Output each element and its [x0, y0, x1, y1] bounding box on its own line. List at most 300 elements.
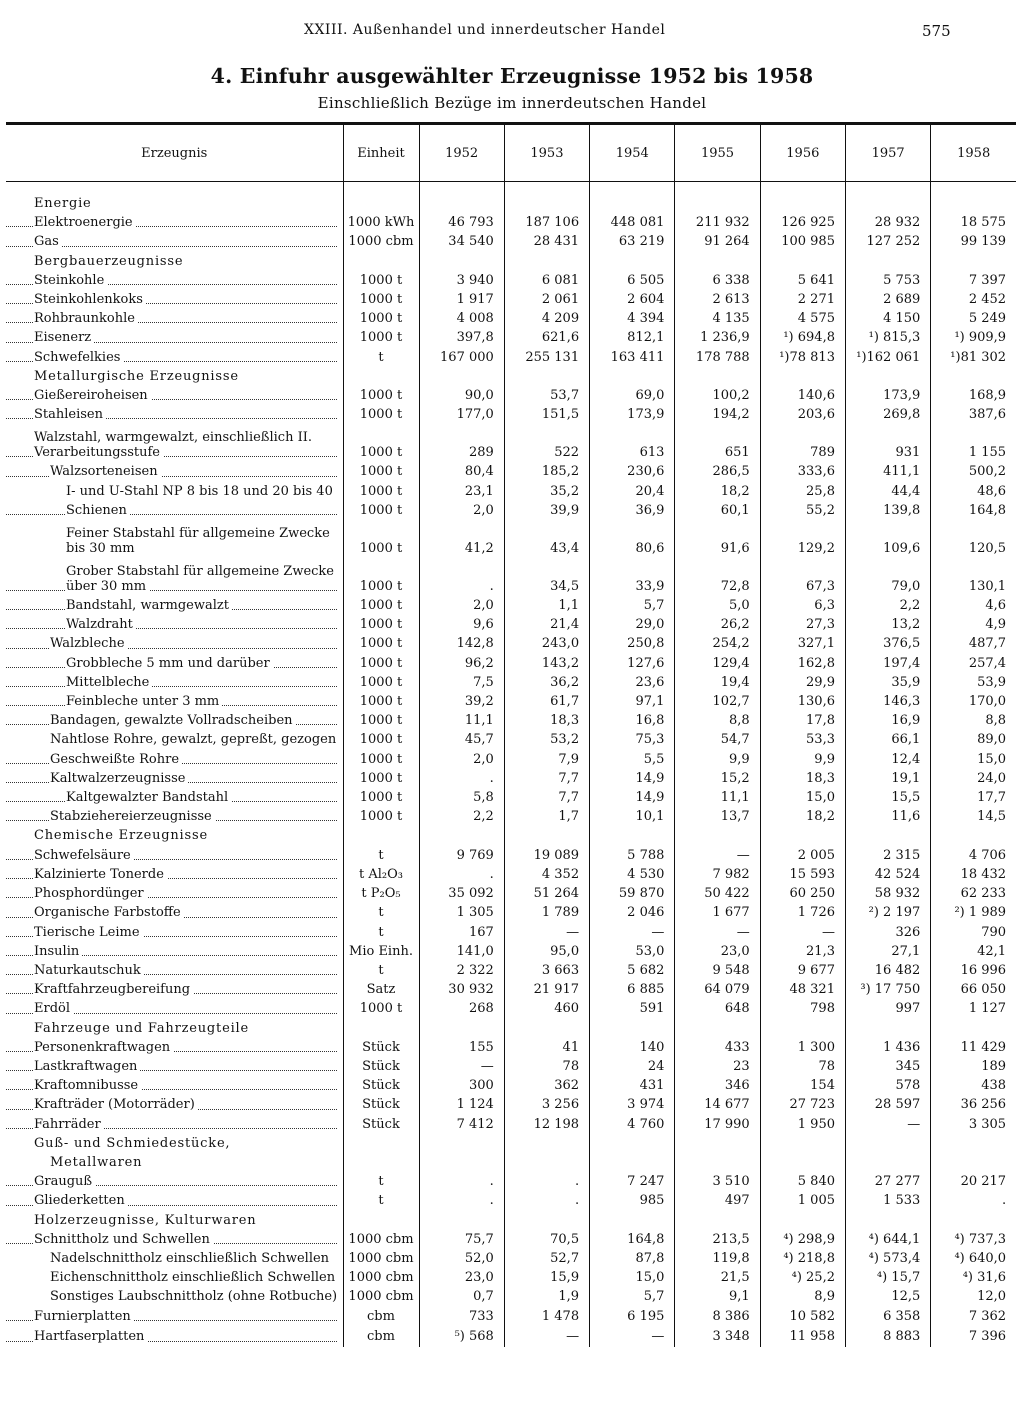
- unit-cell: Stück: [343, 1115, 419, 1134]
- value-cell: 522: [504, 424, 589, 462]
- row-label: [6, 520, 343, 558]
- value-cell: 17,7: [931, 788, 1016, 807]
- import-table: [6, 122, 1016, 1347]
- empty-cell: [675, 367, 760, 386]
- value-cell: 4 575: [760, 309, 845, 328]
- value-cell: 2 689: [845, 290, 930, 309]
- unit-cell: 1000 cbm: [343, 1249, 419, 1268]
- value-cell: 41: [504, 1038, 589, 1057]
- value-cell: .: [419, 769, 504, 788]
- row-label: [6, 788, 343, 807]
- value-cell: 1 917: [419, 290, 504, 309]
- value-cell: 29,9: [760, 673, 845, 692]
- row-label-text: Grobbleche 5 mm und darüber: [66, 656, 273, 671]
- table-row: [6, 424, 1016, 462]
- row-label-text: Schienen: [66, 503, 130, 518]
- value-cell: —: [504, 923, 589, 942]
- value-cell: 0,7: [419, 1287, 504, 1306]
- value-cell: 189: [931, 1057, 1016, 1076]
- unit-cell: t: [343, 846, 419, 865]
- value-cell: 53,7: [504, 386, 589, 405]
- empty-cell: [845, 182, 930, 195]
- value-cell: 141,0: [419, 942, 504, 961]
- value-cell: 143,2: [504, 654, 589, 673]
- unit-cell: t: [343, 923, 419, 942]
- row-label-text: Eisenerz: [34, 330, 94, 345]
- value-cell: 21,5: [675, 1268, 760, 1287]
- section-row: [6, 1134, 1016, 1153]
- value-cell: 789: [760, 424, 845, 462]
- unit-cell: 1000 t: [343, 999, 419, 1018]
- table-row: [6, 807, 1016, 826]
- empty-cell: [760, 1211, 845, 1230]
- empty-cell: [419, 1019, 504, 1038]
- value-cell: 257,4: [931, 654, 1016, 673]
- value-cell: 438: [931, 1076, 1016, 1095]
- unit-cell: 1000 t: [343, 386, 419, 405]
- unit-cell: 1000 t: [343, 501, 419, 520]
- value-cell: 8 386: [675, 1307, 760, 1326]
- value-cell: —: [675, 923, 760, 942]
- value-cell: 7 396: [931, 1326, 1016, 1347]
- row-label: [6, 558, 343, 596]
- value-cell: 4 760: [590, 1115, 675, 1134]
- unit-cell: Stück: [343, 1057, 419, 1076]
- empty-cell: [343, 1134, 419, 1153]
- value-cell: ¹) 909,9: [931, 328, 1016, 347]
- value-cell: —: [590, 923, 675, 942]
- value-cell: 91,6: [675, 520, 760, 558]
- row-label-text: Naturkautschuk: [34, 963, 144, 978]
- row-label: [6, 1268, 343, 1287]
- value-cell: 1 677: [675, 903, 760, 922]
- value-cell: 12,0: [931, 1287, 1016, 1306]
- value-cell: .: [419, 865, 504, 884]
- value-cell: 130,1: [931, 558, 1016, 596]
- value-cell: 7 397: [931, 271, 1016, 290]
- value-cell: 18 575: [931, 213, 1016, 232]
- value-cell: 15,0: [760, 788, 845, 807]
- value-cell: ¹) 694,8: [760, 328, 845, 347]
- value-cell: 254,2: [675, 634, 760, 653]
- row-label-text: Furnierplatten: [34, 1309, 134, 1324]
- value-cell: 129,4: [675, 654, 760, 673]
- table-row: [6, 386, 1016, 405]
- value-cell: 1 300: [760, 1038, 845, 1057]
- unit-cell: cbm: [343, 1307, 419, 1326]
- empty-cell: [590, 367, 675, 386]
- empty-cell: [845, 1134, 930, 1153]
- value-cell: 5 249: [931, 309, 1016, 328]
- empty-cell: [419, 826, 504, 845]
- value-cell: 1 155: [931, 424, 1016, 462]
- value-cell: 11,1: [419, 711, 504, 730]
- data-table: [6, 122, 1016, 1347]
- unit-cell: Satz: [343, 980, 419, 999]
- value-cell: 18,2: [760, 807, 845, 826]
- value-cell: 243,0: [504, 634, 589, 653]
- value-cell: 15,9: [504, 1268, 589, 1287]
- value-cell: ¹) 815,3: [845, 328, 930, 347]
- spacer-row: [6, 182, 1016, 195]
- value-cell: 155: [419, 1038, 504, 1057]
- value-cell: 6 081: [504, 271, 589, 290]
- row-label: [6, 462, 343, 481]
- value-cell: 129,2: [760, 520, 845, 558]
- value-cell: 289: [419, 424, 504, 462]
- table-row: [6, 711, 1016, 730]
- row-label-text: Schwefelsäure: [34, 848, 134, 863]
- row-label: [6, 673, 343, 692]
- empty-cell: [845, 252, 930, 271]
- value-cell: 1 726: [760, 903, 845, 922]
- value-cell: 460: [504, 999, 589, 1018]
- empty-cell: [419, 1153, 504, 1172]
- empty-cell: [760, 1153, 845, 1172]
- column-header: Erzeugnis: [6, 125, 343, 182]
- table-row: [6, 1095, 1016, 1114]
- value-cell: 268: [419, 999, 504, 1018]
- value-cell: 41,2: [419, 520, 504, 558]
- value-cell: 19,1: [845, 769, 930, 788]
- value-cell: 7,7: [504, 769, 589, 788]
- value-cell: 87,8: [590, 1249, 675, 1268]
- empty-cell: [343, 194, 419, 213]
- value-cell: ⁴) 218,8: [760, 1249, 845, 1268]
- value-cell: 11 958: [760, 1326, 845, 1347]
- empty-cell: [931, 194, 1016, 213]
- value-cell: 75,3: [590, 730, 675, 749]
- column-header: 1953: [504, 125, 589, 182]
- value-cell: 89,0: [931, 730, 1016, 749]
- value-cell: 4 706: [931, 846, 1016, 865]
- value-cell: 5 641: [760, 271, 845, 290]
- row-label-text: Rohbraunkohle: [34, 311, 138, 326]
- value-cell: ⁴) 31,6: [931, 1268, 1016, 1287]
- value-cell: 4 150: [845, 309, 930, 328]
- unit-cell: 1000 cbm: [343, 1287, 419, 1306]
- row-label-line1: Feiner Stabstahl für allgemeine Zwecke: [66, 526, 330, 542]
- column-header: 1955: [675, 125, 760, 182]
- value-cell: ⁵) 568: [419, 1326, 504, 1347]
- value-cell: 34 540: [419, 232, 504, 251]
- value-cell: 4 530: [590, 865, 675, 884]
- value-cell: 48 321: [760, 980, 845, 999]
- row-label-text: Kalzinierte Tonerde: [34, 867, 167, 882]
- empty-cell: [419, 1134, 504, 1153]
- value-cell: ¹)81 302: [931, 348, 1016, 367]
- value-cell: 67,3: [760, 558, 845, 596]
- value-cell: 120,5: [931, 520, 1016, 558]
- value-cell: 25,8: [760, 482, 845, 501]
- value-cell: 411,1: [845, 462, 930, 481]
- value-cell: ¹)162 061: [845, 348, 930, 367]
- value-cell: 20 217: [931, 1172, 1016, 1191]
- table-row: [6, 1230, 1016, 1249]
- empty-cell: [845, 1153, 930, 1172]
- value-cell: 300: [419, 1076, 504, 1095]
- value-cell: 11,1: [675, 788, 760, 807]
- empty-cell: [343, 1211, 419, 1230]
- value-cell: 3 510: [675, 1172, 760, 1191]
- empty-cell: [419, 252, 504, 271]
- row-label-text: Hartfaserplatten: [34, 1329, 147, 1344]
- value-cell: 8,9: [760, 1287, 845, 1306]
- value-cell: 578: [845, 1076, 930, 1095]
- value-cell: 23,0: [675, 942, 760, 961]
- row-label: [6, 1057, 343, 1076]
- value-cell: 3 663: [504, 961, 589, 980]
- value-cell: 6 505: [590, 271, 675, 290]
- value-cell: 6,3: [760, 596, 845, 615]
- empty-cell: [343, 1019, 419, 1038]
- value-cell: 15,0: [931, 750, 1016, 769]
- row-label-line2: über 30 mm: [66, 579, 149, 594]
- section-row: [6, 826, 1016, 845]
- value-cell: 327,1: [760, 634, 845, 653]
- value-cell: 42,1: [931, 942, 1016, 961]
- value-cell: 4 008: [419, 309, 504, 328]
- row-label: [6, 634, 343, 653]
- value-cell: 4 352: [504, 865, 589, 884]
- unit-cell: 1000 t: [343, 711, 419, 730]
- column-header: Einheit: [343, 125, 419, 182]
- row-label-text: Kaltgewalzter Bandstahl: [66, 790, 231, 805]
- row-label: [6, 730, 343, 749]
- value-cell: 173,9: [845, 386, 930, 405]
- unit-cell: t: [343, 348, 419, 367]
- value-cell: 3 974: [590, 1095, 675, 1114]
- empty-cell: [675, 826, 760, 845]
- value-cell: 1 124: [419, 1095, 504, 1114]
- value-cell: —: [504, 1326, 589, 1347]
- empty-cell: [845, 367, 930, 386]
- value-cell: 154: [760, 1076, 845, 1095]
- table-row: [6, 615, 1016, 634]
- value-cell: 286,5: [675, 462, 760, 481]
- empty-cell: [590, 1153, 675, 1172]
- row-label: [6, 424, 343, 462]
- value-cell: 16,9: [845, 711, 930, 730]
- value-cell: 1 533: [845, 1191, 930, 1210]
- value-cell: 36,2: [504, 673, 589, 692]
- value-cell: 333,6: [760, 462, 845, 481]
- value-cell: 36 256: [931, 1095, 1016, 1114]
- value-cell: 28 597: [845, 1095, 930, 1114]
- empty-cell: [675, 1134, 760, 1153]
- value-cell: 16 482: [845, 961, 930, 980]
- row-label-text: Mittelbleche: [66, 675, 152, 690]
- row-label-text: Kaltwalzerzeugnisse: [50, 771, 188, 786]
- value-cell: ⁴) 573,4: [845, 1249, 930, 1268]
- value-cell: 12 198: [504, 1115, 589, 1134]
- row-label-text: I- und U-Stahl NP 8 bis 18 und 20 bis 40: [66, 484, 336, 499]
- table-row: [6, 213, 1016, 232]
- table-row: [6, 980, 1016, 999]
- value-cell: 142,8: [419, 634, 504, 653]
- value-cell: 167: [419, 923, 504, 942]
- value-cell: 1 950: [760, 1115, 845, 1134]
- value-cell: ³) 17 750: [845, 980, 930, 999]
- value-cell: 187 106: [504, 213, 589, 232]
- table-row: [6, 1268, 1016, 1287]
- row-label-line2: Verarbeitungsstufe: [34, 445, 163, 460]
- value-cell: 15 593: [760, 865, 845, 884]
- value-cell: 18 432: [931, 865, 1016, 884]
- empty-cell: [760, 1134, 845, 1153]
- value-cell: 23,1: [419, 482, 504, 501]
- value-cell: 6 885: [590, 980, 675, 999]
- value-cell: ⁴) 737,3: [931, 1230, 1016, 1249]
- column-header: 1956: [760, 125, 845, 182]
- value-cell: 39,9: [504, 501, 589, 520]
- unit-cell: Mio Einh.: [343, 942, 419, 961]
- value-cell: .: [504, 1191, 589, 1210]
- value-cell: 2 315: [845, 846, 930, 865]
- table-subtitle: Einschließlich Bezüge im innerdeutschen Handel: [317, 94, 707, 112]
- value-cell: 5,7: [590, 1287, 675, 1306]
- value-cell: 146,3: [845, 692, 930, 711]
- empty-cell: [590, 826, 675, 845]
- value-cell: 269,8: [845, 405, 930, 424]
- value-cell: 95,0: [504, 942, 589, 961]
- row-label: [6, 980, 343, 999]
- table-row: [6, 692, 1016, 711]
- table-row: [6, 903, 1016, 922]
- value-cell: 2 046: [590, 903, 675, 922]
- value-cell: 4,9: [931, 615, 1016, 634]
- unit-cell: Stück: [343, 1076, 419, 1095]
- empty-cell: [504, 826, 589, 845]
- value-cell: .: [504, 1172, 589, 1191]
- value-cell: 33,9: [590, 558, 675, 596]
- value-cell: 3 256: [504, 1095, 589, 1114]
- value-cell: 985: [590, 1191, 675, 1210]
- empty-cell: [845, 194, 930, 213]
- row-label: [6, 405, 343, 424]
- section-heading: Metallwaren: [50, 1154, 143, 1170]
- column-header: 1957: [845, 125, 930, 182]
- section-row: [6, 252, 1016, 271]
- row-label: [6, 750, 343, 769]
- value-cell: 230,6: [590, 462, 675, 481]
- empty-cell: [760, 194, 845, 213]
- table-row: [6, 501, 1016, 520]
- value-cell: 35 092: [419, 884, 504, 903]
- value-cell: 8,8: [931, 711, 1016, 730]
- row-label: [6, 1230, 343, 1249]
- unit-cell: t: [343, 961, 419, 980]
- row-label: [6, 328, 343, 347]
- value-cell: 27 723: [760, 1095, 845, 1114]
- row-label: [6, 1249, 343, 1268]
- value-cell: 9,6: [419, 615, 504, 634]
- unit-cell: t: [343, 1172, 419, 1191]
- section-heading: Bergbauerzeugnisse: [34, 253, 184, 269]
- table-row: [6, 309, 1016, 328]
- value-cell: 7 982: [675, 865, 760, 884]
- value-cell: 75,7: [419, 1230, 504, 1249]
- empty-cell: [931, 1153, 1016, 1172]
- value-cell: 72,8: [675, 558, 760, 596]
- empty-cell: [343, 252, 419, 271]
- empty-cell: [504, 252, 589, 271]
- value-cell: 5,0: [675, 596, 760, 615]
- empty-cell: [931, 182, 1016, 195]
- row-label-text: Steinkohle: [34, 273, 107, 288]
- table-row: [6, 558, 1016, 596]
- unit-cell: 1000 t: [343, 462, 419, 481]
- value-cell: 18,3: [760, 769, 845, 788]
- row-label-text: Tierische Leime: [34, 925, 143, 940]
- table-row: [6, 520, 1016, 558]
- value-cell: 5,5: [590, 750, 675, 769]
- value-cell: 24,0: [931, 769, 1016, 788]
- value-cell: 70,5: [504, 1230, 589, 1249]
- unit-cell: 1000 cbm: [343, 232, 419, 251]
- value-cell: 387,6: [931, 405, 1016, 424]
- value-cell: 62 233: [931, 884, 1016, 903]
- row-label: [6, 1172, 343, 1191]
- unit-cell: 1000 t: [343, 290, 419, 309]
- value-cell: .: [931, 1191, 1016, 1210]
- value-cell: 23: [675, 1057, 760, 1076]
- column-header: 1958: [931, 125, 1016, 182]
- row-label: [6, 884, 343, 903]
- table-row: [6, 884, 1016, 903]
- value-cell: 26,2: [675, 615, 760, 634]
- value-cell: 185,2: [504, 462, 589, 481]
- value-cell: 127 252: [845, 232, 930, 251]
- value-cell: 13,2: [845, 615, 930, 634]
- value-cell: 997: [845, 999, 930, 1018]
- value-cell: 2 604: [590, 290, 675, 309]
- value-cell: 80,6: [590, 520, 675, 558]
- unit-cell: 1000 t: [343, 730, 419, 749]
- value-cell: 4,6: [931, 596, 1016, 615]
- empty-cell: [504, 1019, 589, 1038]
- value-cell: 648: [675, 999, 760, 1018]
- value-cell: 28 431: [504, 232, 589, 251]
- value-cell: 11,6: [845, 807, 930, 826]
- value-cell: 90,0: [419, 386, 504, 405]
- empty-cell: [675, 182, 760, 195]
- row-label-text: Walzsorteneisen: [50, 464, 161, 479]
- value-cell: 139,8: [845, 501, 930, 520]
- value-cell: 4 394: [590, 309, 675, 328]
- value-cell: 18,2: [675, 482, 760, 501]
- empty-cell: [504, 1134, 589, 1153]
- table-row: [6, 961, 1016, 980]
- row-label-text: Schnittholz und Schwellen: [34, 1232, 213, 1247]
- row-label: [6, 615, 343, 634]
- unit-cell: 1000 kWh: [343, 213, 419, 232]
- value-cell: 6 338: [675, 271, 760, 290]
- value-cell: 9,1: [675, 1287, 760, 1306]
- value-cell: 96,2: [419, 654, 504, 673]
- value-cell: 790: [931, 923, 1016, 942]
- empty-cell: [343, 826, 419, 845]
- empty-cell: [931, 1134, 1016, 1153]
- value-cell: ²) 2 197: [845, 903, 930, 922]
- table-row: [6, 290, 1016, 309]
- table-row: [6, 634, 1016, 653]
- value-cell: —: [590, 1326, 675, 1347]
- value-cell: 36,9: [590, 501, 675, 520]
- value-cell: 10 582: [760, 1307, 845, 1326]
- row-label-text: Kraftfahrzeugbereifung: [34, 982, 193, 997]
- value-cell: 733: [419, 1307, 504, 1326]
